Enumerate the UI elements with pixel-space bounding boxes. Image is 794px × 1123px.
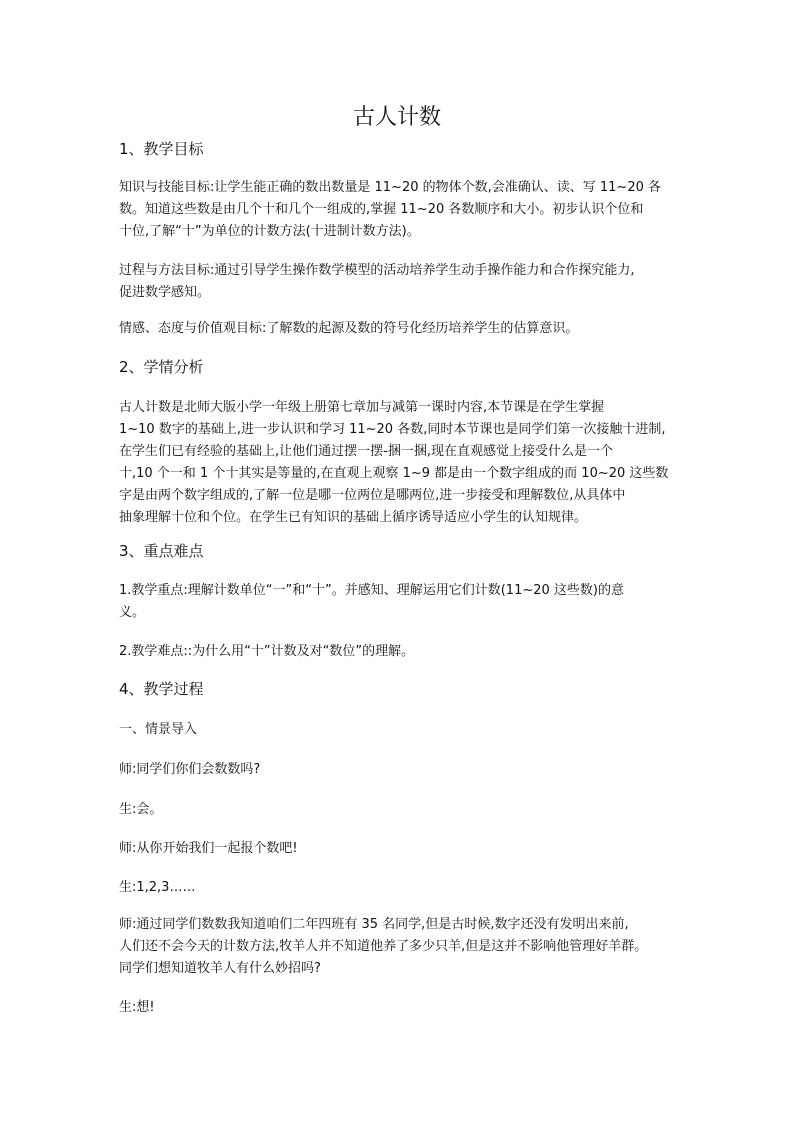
- text-line: 情感、态度与价值观目标:了解数的起源及数的符号化经历培养学生的估算意识。: [119, 321, 579, 336]
- text-line: 抽象理解十位和个位。在学生已有知识的基础上循序诱导适应小学生的认知规律。: [119, 510, 588, 525]
- text-line: 义。: [119, 605, 146, 620]
- text-line: 古人计数是北师大版小学一年级上册第七章加与减第一课时内容,本节课是在学生掌握: [119, 400, 605, 415]
- text-line: 十位,了解“十”为单位的计数方法(十进制计数方法)。: [119, 224, 420, 239]
- section-heading-analysis: 2、学情分析: [119, 358, 204, 376]
- text-line: 十,10 个一和 1 个十其实是等量的,在直观上观察 1~9 都是由一个数字组成的而 10~20 这些数: [119, 466, 669, 481]
- paragraph-emotion-goal: [119, 318, 689, 340]
- paragraph-key-point: [119, 580, 689, 624]
- text-line: 一、情景导入: [119, 722, 198, 737]
- section-heading-goals: 1、教学目标: [119, 140, 204, 158]
- section-heading-process: 4、教学过程: [119, 680, 204, 698]
- dialogue-line-5: [119, 997, 689, 1019]
- text-line: 促进数学感知。: [119, 285, 211, 300]
- paragraph-process-goal: [119, 260, 689, 304]
- text-line: 字是由两个数字组成的,了解一位是哪一位两位是哪两位,进一步接受和理解数位,从具体中: [119, 488, 626, 503]
- paragraph-analysis: [119, 397, 689, 529]
- paragraph-scene-intro: [119, 719, 689, 741]
- text-line: 师:通过同学们数数我知道咱们二年四班有 35 名同学,但是古时候,数字还没有发明出来前,: [119, 917, 629, 932]
- text-line: 在学生们已有经验的基础上,让他们通过摆一摆-捆一捆,现在直观感觉上接受什么是一个: [119, 444, 613, 459]
- text-line: 生:想!: [119, 1000, 155, 1015]
- text-line: 2.教学难点::为什么用“十”计数及对“数位”的理解。: [119, 644, 415, 659]
- paragraph-knowledge-goal: [119, 177, 689, 243]
- text-line: 师:从你开始我们一起报个数吧!: [119, 841, 298, 856]
- text-line: 生:会。: [119, 802, 163, 817]
- text-line: 师:同学们你们会数数吗?: [119, 762, 261, 777]
- dialogue-line-1: [119, 759, 689, 781]
- document-title: 古人计数: [352, 105, 441, 130]
- dialogue-line-4: [119, 877, 689, 899]
- text-line: 知识与技能目标:让学生能正确的数出数量是 11~20 的物体个数,会准确认、读、写 11~20 各: [119, 180, 661, 195]
- text-line: 过程与方法目标:通过引导学生操作数学模型的活动培养学生动手操作能力和合作探究能力,: [119, 263, 635, 278]
- text-line: 1~10 数字的基础上,进一步认识和学习 11~20 各数,同时本节课也是同学们第一次接触十进制,: [119, 422, 666, 437]
- text-line: 1.教学重点:理解计数单位“一”和“十”。并感知、理解运用它们计数(11~20 这些数)的意: [119, 583, 624, 598]
- paragraph-difficulty: [119, 641, 689, 663]
- dialogue-line-3: [119, 838, 689, 860]
- text-line: 生:1,2,3……: [119, 880, 196, 895]
- dialogue-teacher-story: [119, 914, 689, 980]
- dialogue-line-2: [119, 799, 689, 821]
- section-heading-key-points: 3、重点难点: [119, 542, 204, 560]
- text-line: 人们还不会今天的计数方法,牧羊人并不知道他养了多少只羊,但是这并不影响他管理好羊群。: [119, 939, 648, 954]
- text-line: 数。知道这些数是由几个十和几个一组成的,掌握 11~20 各数顺序和大小。初步认识个位和: [119, 202, 644, 217]
- text-line: 同学们想知道牧羊人有什么妙招吗?: [119, 961, 321, 976]
